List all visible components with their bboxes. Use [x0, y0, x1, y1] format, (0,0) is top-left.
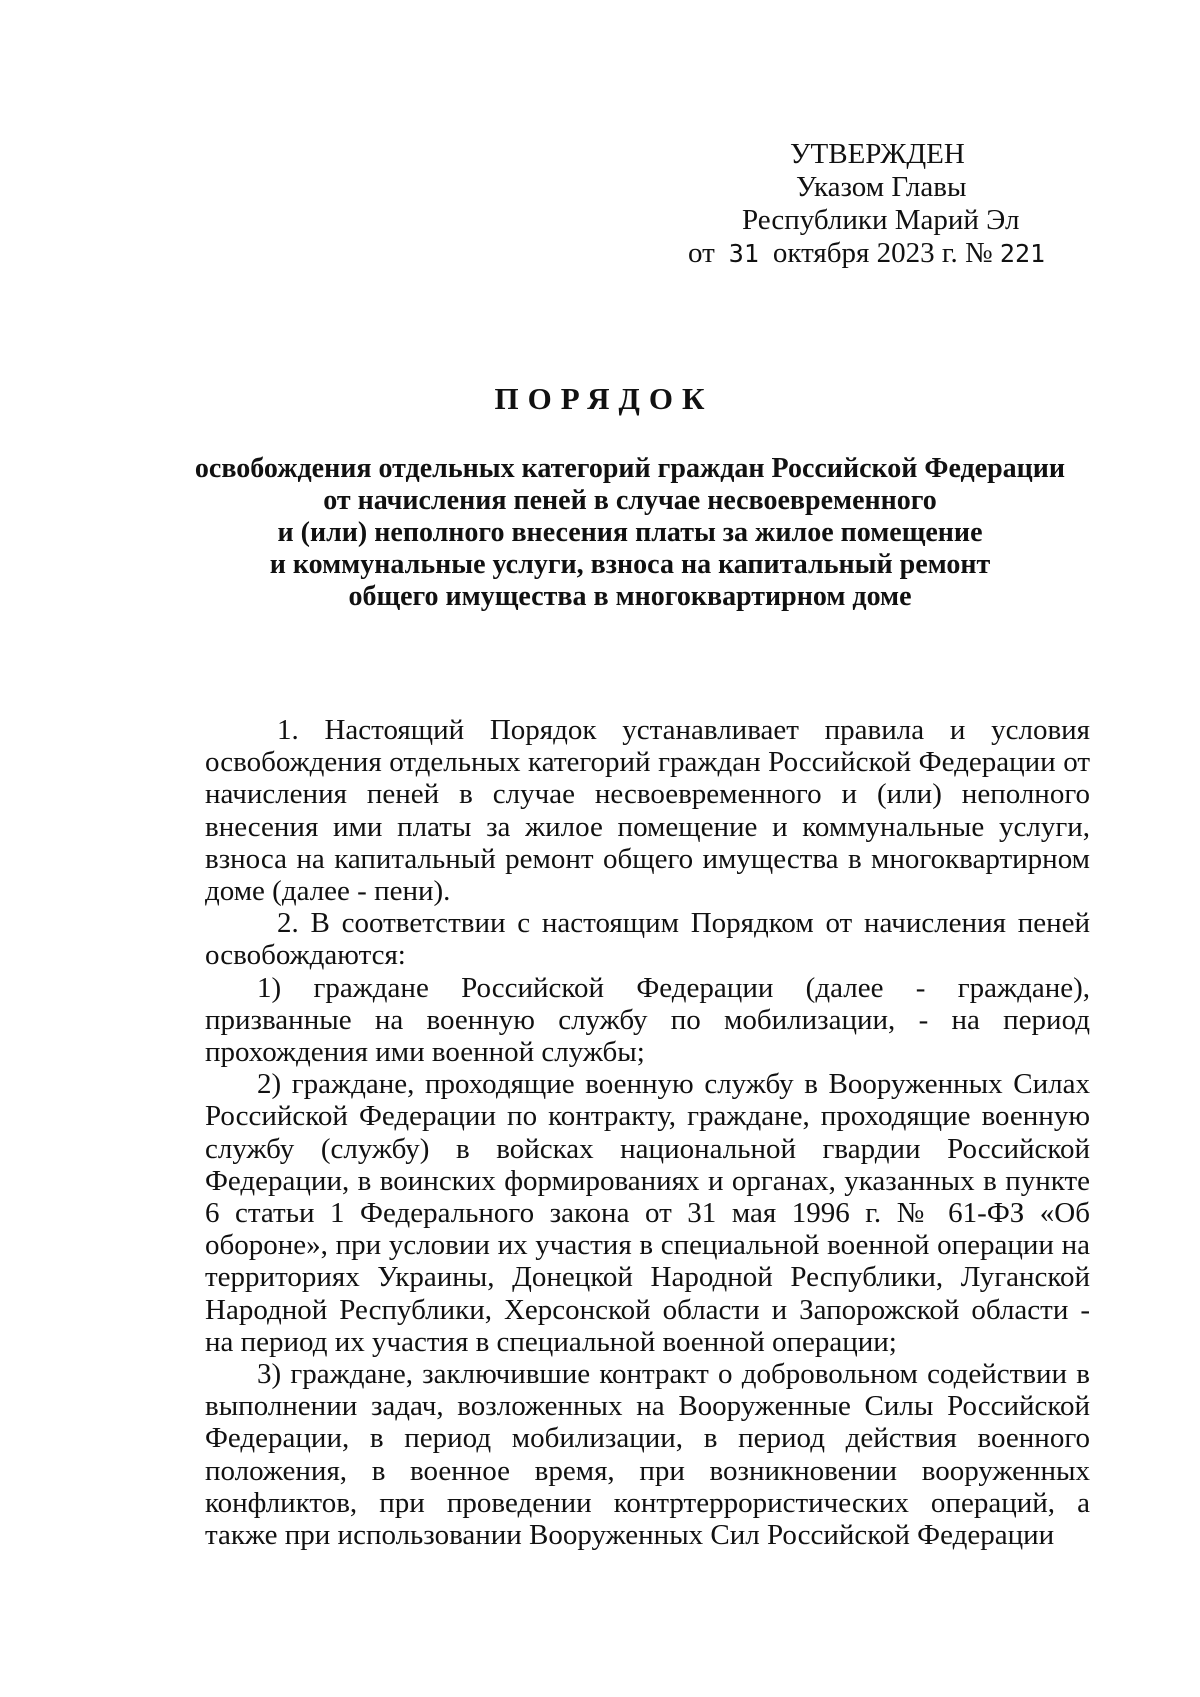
document-subtitle [170, 453, 1090, 613]
list-item-1: 1) граждане Российской Федерации (далее - граждане), призванные на военную службу по мобилизации, - на период прохождения ими военной службы; [205, 971, 1090, 1069]
subtitle-line: и (или) неполного внесения платы за жилое помещение [277, 517, 983, 548]
document-body [205, 714, 1090, 1551]
approval-date-text: октября 2023 г. № [772, 237, 993, 269]
document-title: ПОРЯДОК [494, 381, 714, 416]
paragraph-1: 1. Настоящий Порядок устанавливает правила и условия освобождения отдельных категорий граждан Российской Федерации от начисления пеней в случае несвоевременного и (или) неполного внесения ими платы за жилое помещение и коммунальные услуги, взноса на капитальный ремонт общего имущества в многоквартирном доме (далее - пени). [205, 714, 1090, 908]
approval-republic-line: Республики Марий Эл [742, 204, 1020, 236]
approval-heading: УТВЕРЖДЕН [790, 138, 965, 170]
subtitle-line: общего имущества в многоквартирном доме [348, 581, 912, 612]
approval-from-label: от [688, 237, 715, 269]
subtitle-line: освобождения отдельных категорий граждан Российской Федерации [194, 453, 1066, 484]
paragraph-2: 2. В соответствии с настоящим Порядком от начисления пеней освобождаются: [205, 907, 1090, 972]
approval-number: 221 [999, 239, 1046, 268]
approval-stamp-block [600, 138, 1100, 270]
list-item-2: 2) граждане, проходящие военную службу в Вооруженных Силах Российской Федерации по контракту, граждане, проходящие военную службу (службу) в войсках национальной гвардии Российской Федерации, в воинских формированиях и органах, указанных в пункте 6 статьи 1 Федерального закона от 31 мая 1996 г. № 61-ФЗ «Об обороне», при условии их участия в специальной военной операции на территориях Украины, Донецкой Народной Республики, Луганской Народной Республики, Херсонской области и Запорожской области - на период их участия в специальной военной операции; [205, 1068, 1090, 1358]
list-item-3: 3) граждане, заключившие контракт о добровольном содействии в выполнении задач, возложенных на Вооруженные Силы Российской Федерации, в период мобилизации, в период действия военного положения, в военное время, при возникновении вооруженных конфликтов, при проведении контртеррористических операций, а также при использовании Вооруженных Сил Российской Федерации [205, 1358, 1090, 1552]
approval-decree-line: Указом Главы [796, 171, 967, 203]
approval-day: 31 [728, 239, 759, 268]
subtitle-line: и коммунальные услуги, взноса на капитальный ремонт [269, 549, 991, 580]
subtitle-line: от начисления пеней в случае несвоевременного [323, 485, 937, 516]
approval-date-line [600, 237, 1100, 270]
